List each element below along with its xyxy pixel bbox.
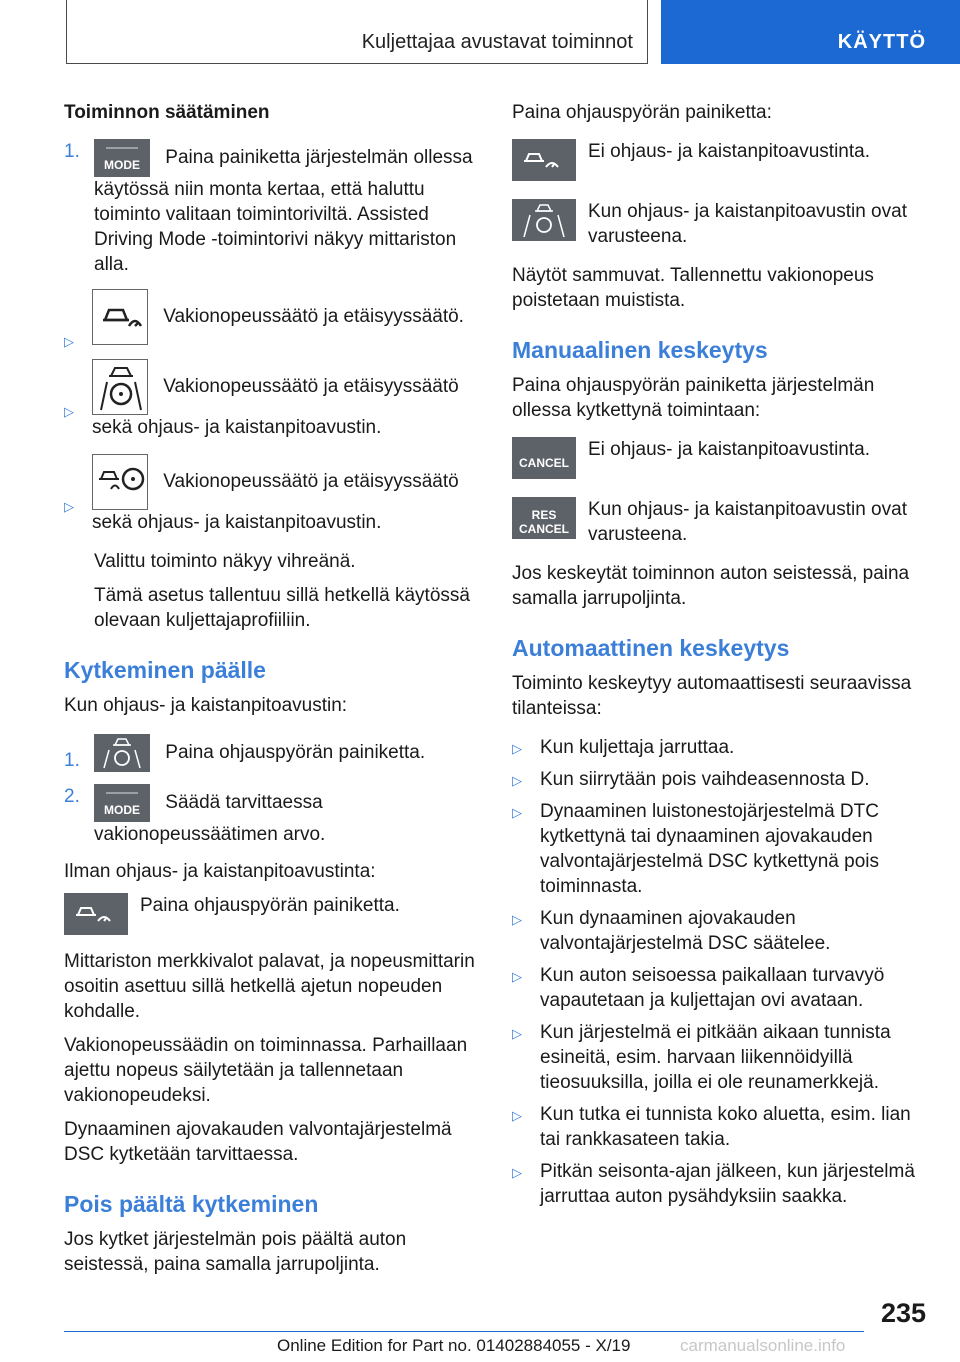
- watermark-link[interactable]: carmanualsonline.info: [680, 1336, 846, 1355]
- list-item-text: Kun dynaaminen ajovakauden valvontajärjestelmä DSC säätelee.: [540, 908, 831, 954]
- header-section-box: [66, 0, 648, 64]
- right-column: [512, 100, 928, 1216]
- step-number: 1.: [64, 750, 80, 771]
- list-item: [512, 1020, 928, 1095]
- cancel-text: Ei ohjaus- ja kaistanpitoavustinta.: [588, 439, 870, 460]
- list-item-text: Dynaaminen luistonestojärjestelmä DTC kytkettynä tai dynaaminen ajovakauden valvontajärjestelmä DSC kytkettynä pois toiminnasta.: [540, 801, 879, 897]
- list-item: [512, 799, 928, 899]
- active-text: Vakionopeussäädin on toiminnassa. Parhaillaan ajettu nopeus säilytetään ja tallennetaan vakionopeudeksi.: [64, 1035, 468, 1106]
- list-item-text: Kun tutka ei tunnista koko aluetta, esim. lian tai rankkasateen takia.: [540, 1104, 911, 1150]
- press-intro: Paina ohjauspyörän painiketta:: [512, 102, 772, 123]
- list-item: [512, 767, 928, 792]
- option-1-text: Vakionopeussäätö ja etäisyyssäätö.: [163, 306, 464, 328]
- switch-off-heading: Pois päältä kytkeminen: [64, 1191, 319, 1217]
- triangle-bullet-icon: ▷: [512, 1108, 522, 1123]
- list-item-text: Pitkän seisonta-ajan jälkeen, kun järjestelmä jarruttaa auton pysähdyksiin saakka.: [540, 1161, 915, 1207]
- option-2-text: Vakionopeussäätö ja etäisyyssäätö sekä ohjaus- ja kaistanpitoavustin.: [92, 376, 459, 438]
- switch-off-text: Jos kytket järjestelmän pois päältä auton seistessä, paina samalla jarrupoljinta.: [64, 1229, 407, 1275]
- triangle-bullet-icon: ▷: [64, 334, 74, 349]
- option-1: [64, 289, 476, 349]
- triangle-bullet-icon: ▷: [512, 741, 522, 756]
- on-step-1-text: Paina ohjauspyörän painiketta.: [165, 742, 426, 764]
- res-label: RES: [531, 508, 557, 522]
- displays-off-text: Näytöt sammuvat. Tallennettu vakionopeus poistetaan muistista.: [512, 265, 874, 311]
- option-2: [64, 359, 476, 440]
- no-lane-row: [512, 139, 928, 181]
- manual-cancel-intro: Paina ohjauspyörän painiketta järjestelmän ollessa kytkettynä toimintaan:: [512, 375, 875, 421]
- edition-text: Online Edition for Part no. 01402884055 - X/19: [277, 1336, 631, 1355]
- triangle-bullet-icon: ▷: [512, 773, 522, 788]
- without-lane-text: Paina ohjauspyörän painiketta.: [140, 895, 400, 916]
- without-lane-row: [64, 893, 476, 935]
- step-1: [64, 139, 476, 277]
- auto-cancel-heading: Automaattinen keskeytys: [512, 635, 790, 661]
- switch-on-intro: Kun ohjaus- ja kaistanpitoavustin:: [64, 695, 348, 716]
- dsc-text: Dynaaminen ajovakauden valvontajärjestelmä DSC kytketään tarvittaessa.: [64, 1119, 452, 1165]
- mode-label: MODE: [104, 803, 140, 817]
- step-number: 2.: [64, 786, 80, 807]
- triangle-bullet-icon: ▷: [512, 969, 522, 984]
- list-item-text: Kun kuljettaja jarruttaa.: [540, 737, 735, 758]
- list-item: [512, 906, 928, 956]
- selected-green-text: Valittu toiminto näkyy vihreänä.: [94, 551, 356, 572]
- option-3: [64, 454, 476, 535]
- on-step-1: [64, 734, 476, 772]
- lane-assist-button-icon: [94, 734, 150, 772]
- indicator-text: Mittariston merkkivalot palavat, ja nopeusmittarin osoitin asettuu sillä hetkellä ajetun nopeuden kohdalle.: [64, 951, 475, 1022]
- list-item: [512, 1102, 928, 1152]
- list-item-text: Kun järjestelmä ei pitkään aikaan tunnista esineitä, esim. harvaan liikennöidyillä tieosuuksilla, joilla ei ole reunamerkkejä.: [540, 1022, 891, 1093]
- list-item: [512, 1159, 928, 1209]
- with-lane-row: [512, 199, 928, 249]
- page-number: 235: [880, 1298, 926, 1328]
- section-title: Kuljettajaa avustavat toiminnot: [361, 31, 633, 53]
- triangle-bullet-icon: ▷: [64, 404, 74, 419]
- step-1-text: Paina painiketta järjestelmän ollessa käytössä niin monta kertaa, että haluttu toiminto valitaan toimintoriviltä. Assisted Driving Mode -toimintorivi näkyy mittariston alla.: [94, 147, 473, 275]
- list-item: [512, 963, 928, 1013]
- triangle-bullet-icon: ▷: [512, 1026, 522, 1041]
- list-item-text: Kun siirrytään pois vaihdeasennosta D.: [540, 769, 870, 790]
- cancel-button-icon: [512, 437, 576, 479]
- acc-distance-icon: [92, 289, 148, 345]
- list-item-text: Kun auton seisoessa paikallaan turvavyö vapautetaan ja kuljettajan ovi avataan.: [540, 965, 885, 1011]
- chapter-tab-label: KÄYTTÖ: [837, 31, 926, 53]
- with-lane-text: Kun ohjaus- ja kaistanpitoavustin ovat varusteena.: [588, 201, 907, 247]
- acc-steering-icon: [92, 454, 148, 510]
- mode-button-lines: [94, 139, 150, 177]
- res-cancel-label: CANCEL: [519, 522, 569, 536]
- cancel-label: CANCEL: [519, 456, 569, 470]
- res-cancel-row: [512, 497, 928, 547]
- res-cancel-button-icon: [512, 497, 576, 539]
- triangle-bullet-icon: ▷: [512, 912, 522, 927]
- acc-button-icon: [512, 139, 576, 181]
- standstill-text: Jos keskeytät toiminnon auton seistessä, paina samalla jarrupoljinta.: [512, 563, 910, 609]
- step-number: 1.: [64, 141, 80, 162]
- acc-lane-assist-icon: [92, 359, 148, 415]
- triangle-bullet-icon: ▷: [512, 805, 522, 820]
- triangle-bullet-icon: ▷: [64, 499, 74, 514]
- no-lane-text: Ei ohjaus- ja kaistanpitoavustinta.: [588, 141, 870, 162]
- switch-on-heading: Kytkeminen päälle: [64, 657, 266, 683]
- adjust-heading: Toiminnon säätäminen: [64, 102, 270, 123]
- left-column: [64, 100, 476, 1286]
- triangle-bullet-icon: ▷: [512, 1165, 522, 1180]
- on-step-2: [64, 784, 476, 847]
- mode-label: MODE: [104, 158, 140, 172]
- cancel-row: [512, 437, 928, 479]
- saved-profile-text: Tämä asetus tallentuu sillä hetkellä käytössä olevaan kuljettajaprofiiliin.: [94, 585, 470, 631]
- option-3-text: Vakionopeussäätö ja etäisyyssäätö sekä ohjaus- ja kaistanpitoavustin.: [92, 471, 459, 533]
- acc-button-icon: [64, 893, 128, 935]
- lane-assist-button-icon: [512, 199, 576, 241]
- footer-divider: [64, 1331, 864, 1332]
- chapter-tab[interactable]: [661, 0, 960, 64]
- manual-cancel-heading: Manuaalinen keskeytys: [512, 337, 768, 363]
- mode-button-icon: [94, 784, 150, 822]
- mode-button-icon: [94, 139, 150, 177]
- without-lane-intro: Ilman ohjaus- ja kaistanpitoavustinta:: [64, 861, 376, 882]
- on-step-2-text: Säädä tarvittaessa vakionopeussäätimen arvo.: [94, 792, 326, 845]
- auto-cancel-intro: Toiminto keskeytyy automaattisesti seuraavissa tilanteissa:: [512, 673, 912, 719]
- list-item: [512, 735, 928, 760]
- res-cancel-text: Kun ohjaus- ja kaistanpitoavustin ovat varusteena.: [588, 499, 907, 545]
